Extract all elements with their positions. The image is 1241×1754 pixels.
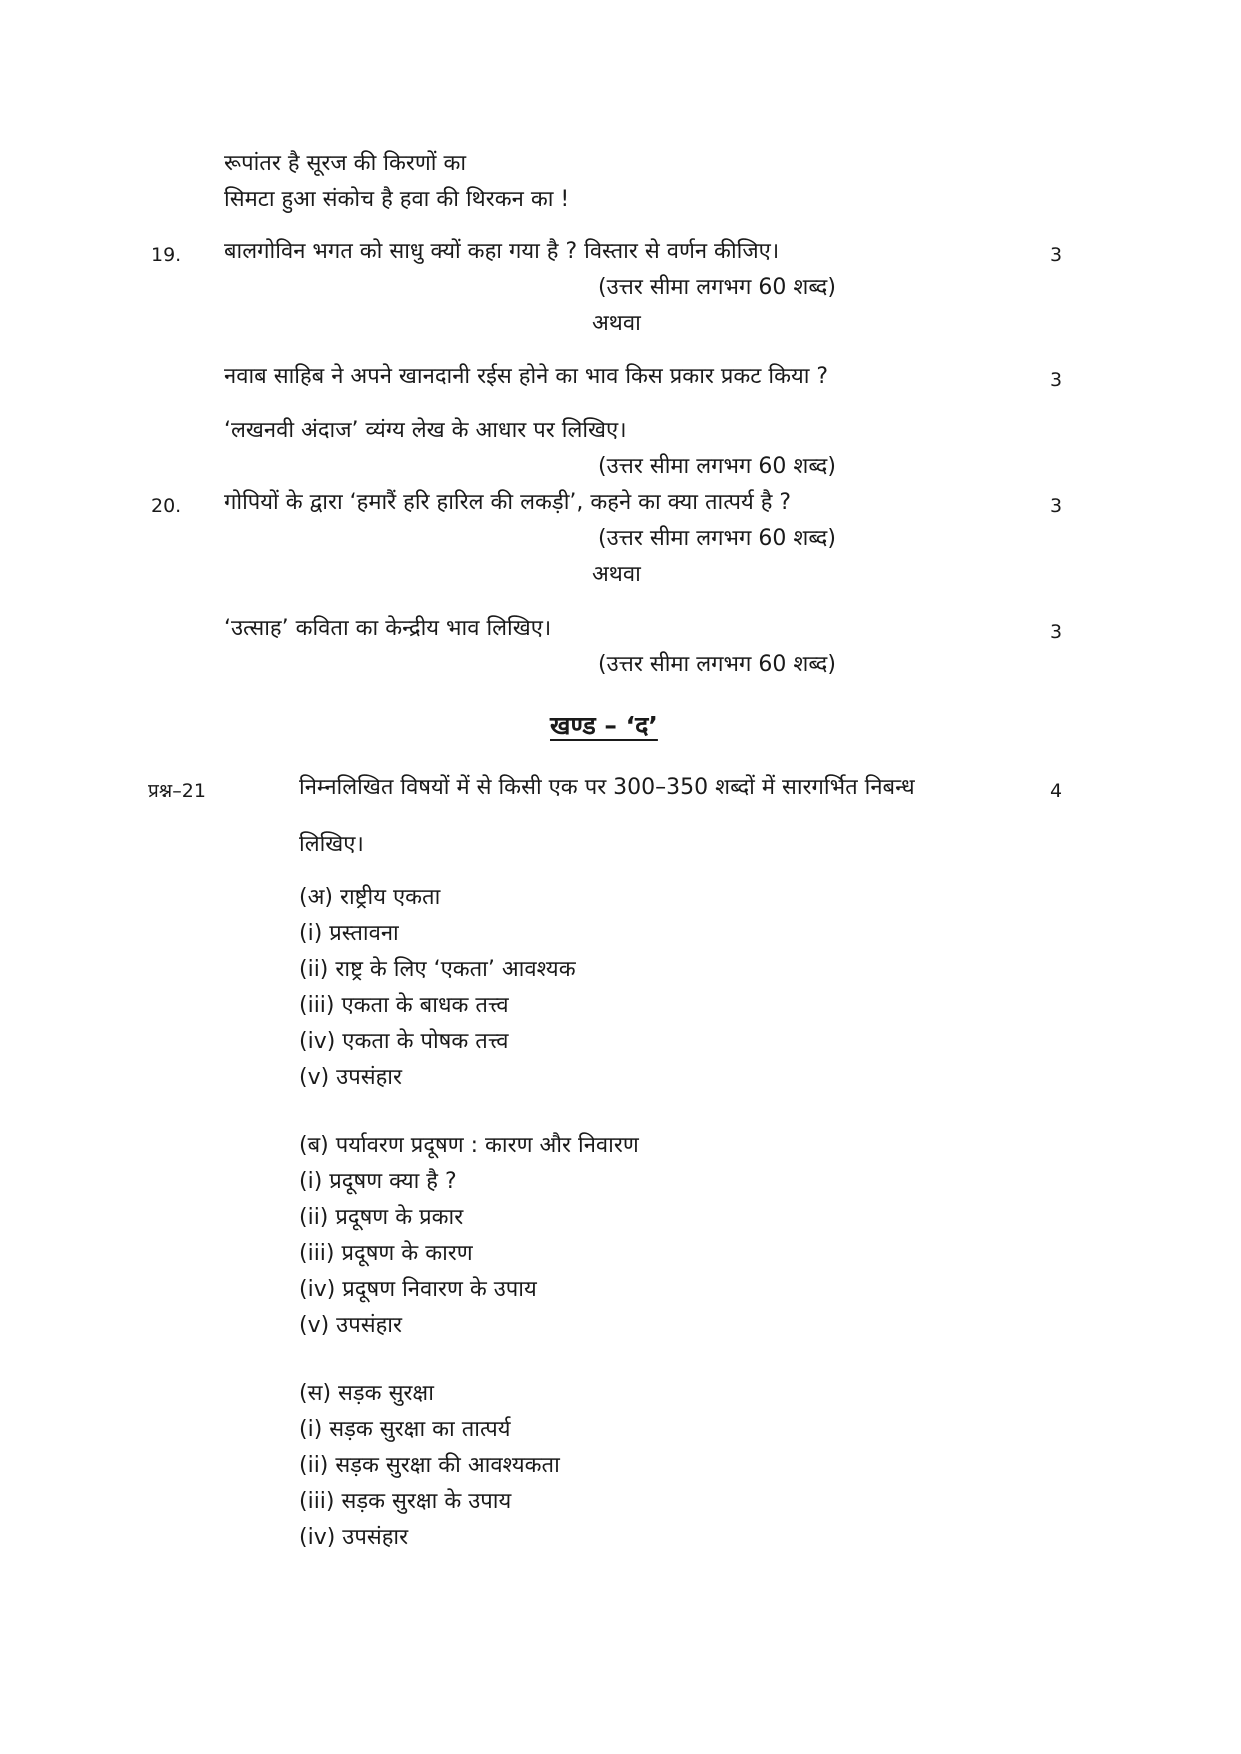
topic-b-point: (ii) प्रदूषण के प्रकार <box>299 1205 464 1230</box>
topic-b-point: (v) उपसंहार <box>299 1313 402 1338</box>
topic-b-title: (ब) पर्यावरण प्रदूषण : कारण और निवारण <box>299 1133 639 1158</box>
q19-marks: 3 <box>1050 244 1063 266</box>
q21-text-line-1: निम्नलिखित विषयों में से किसी एक पर 300–350 शब्दों में सारगर्भित निबन्ध <box>299 775 915 800</box>
topic-c-point: (ii) सड़क सुरक्षा की आवश्यकता <box>299 1453 560 1478</box>
topic-a-point: (iii) एकता के बाधक तत्त्व <box>299 993 509 1018</box>
poem-line-2: सिमटा हुआ संकोच है हवा की थिरकन का ! <box>224 187 570 212</box>
q20-alt-marks: 3 <box>1050 621 1063 643</box>
topic-a-point: (ii) राष्ट्र के लिए ‘एकता’ आवश्यक <box>299 957 576 982</box>
q20-or: अथवा <box>592 562 641 587</box>
topic-a-title: (अ) राष्ट्रीय एकता <box>299 885 441 910</box>
poem-line-1: रूपांतर है सूरज की किरणों का <box>224 151 467 176</box>
q19-or: अथवा <box>592 311 641 336</box>
topic-b-point: (i) प्रदूषण क्या है ? <box>299 1169 457 1194</box>
q20-alt-text: ‘उत्साह’ कविता का केन्द्रीय भाव लिखिए। <box>224 616 552 641</box>
topic-a-point: (v) उपसंहार <box>299 1065 402 1090</box>
topic-c-point: (iv) उपसंहार <box>299 1525 409 1550</box>
topic-a-point: (iv) एकता के पोषक तत्त्व <box>299 1029 509 1054</box>
q21-number: प्रश्न–21 <box>148 780 206 802</box>
topic-a-point: (i) प्रस्तावना <box>299 921 399 946</box>
topic-b-point: (iii) प्रदूषण के कारण <box>299 1241 473 1266</box>
topic-b-point: (iv) प्रदूषण निवारण के उपाय <box>299 1277 537 1302</box>
q19-alt-marks: 3 <box>1050 369 1063 391</box>
q19-number: 19. <box>151 244 182 266</box>
q19-alt-text: नवाब साहिब ने अपने खानदानी रईस होने का भाव किस प्रकार प्रकट किया ? <box>224 364 829 389</box>
q19-alt-text-2: ‘लखनवी अंदाज’ व्यंग्य लेख के आधार पर लिखिए। <box>224 418 627 443</box>
q20-alt-word-limit: (उत्तर सीमा लगभग 60 शब्द) <box>598 652 836 677</box>
q19-word-limit: (उत्तर सीमा लगभग 60 शब्द) <box>598 275 836 300</box>
topic-c-point: (i) सड़क सुरक्षा का तात्पर्य <box>299 1417 511 1442</box>
q20-marks: 3 <box>1050 495 1063 517</box>
q19-alt-word-limit: (उत्तर सीमा लगभग 60 शब्द) <box>598 454 836 479</box>
topic-c-point: (iii) सड़क सुरक्षा के उपाय <box>299 1489 512 1514</box>
q20-word-limit: (उत्तर सीमा लगभग 60 शब्द) <box>598 526 836 551</box>
q21-marks: 4 <box>1050 780 1063 802</box>
topic-c-title: (स) सड़क सुरक्षा <box>299 1381 434 1406</box>
q19-text: बालगोविन भगत को साधु क्यों कहा गया है ? विस्तार से वर्णन कीजिए। <box>224 239 780 264</box>
q21-text-line-2: लिखिए। <box>299 832 364 857</box>
section-heading: खण्ड – ‘द’ <box>550 711 658 740</box>
q20-number: 20. <box>151 495 182 517</box>
q20-text: गोपियों के द्वारा ‘हमारैं हरि हारिल की लकड़ी’, कहने का क्या तात्पर्य है ? <box>224 490 792 515</box>
